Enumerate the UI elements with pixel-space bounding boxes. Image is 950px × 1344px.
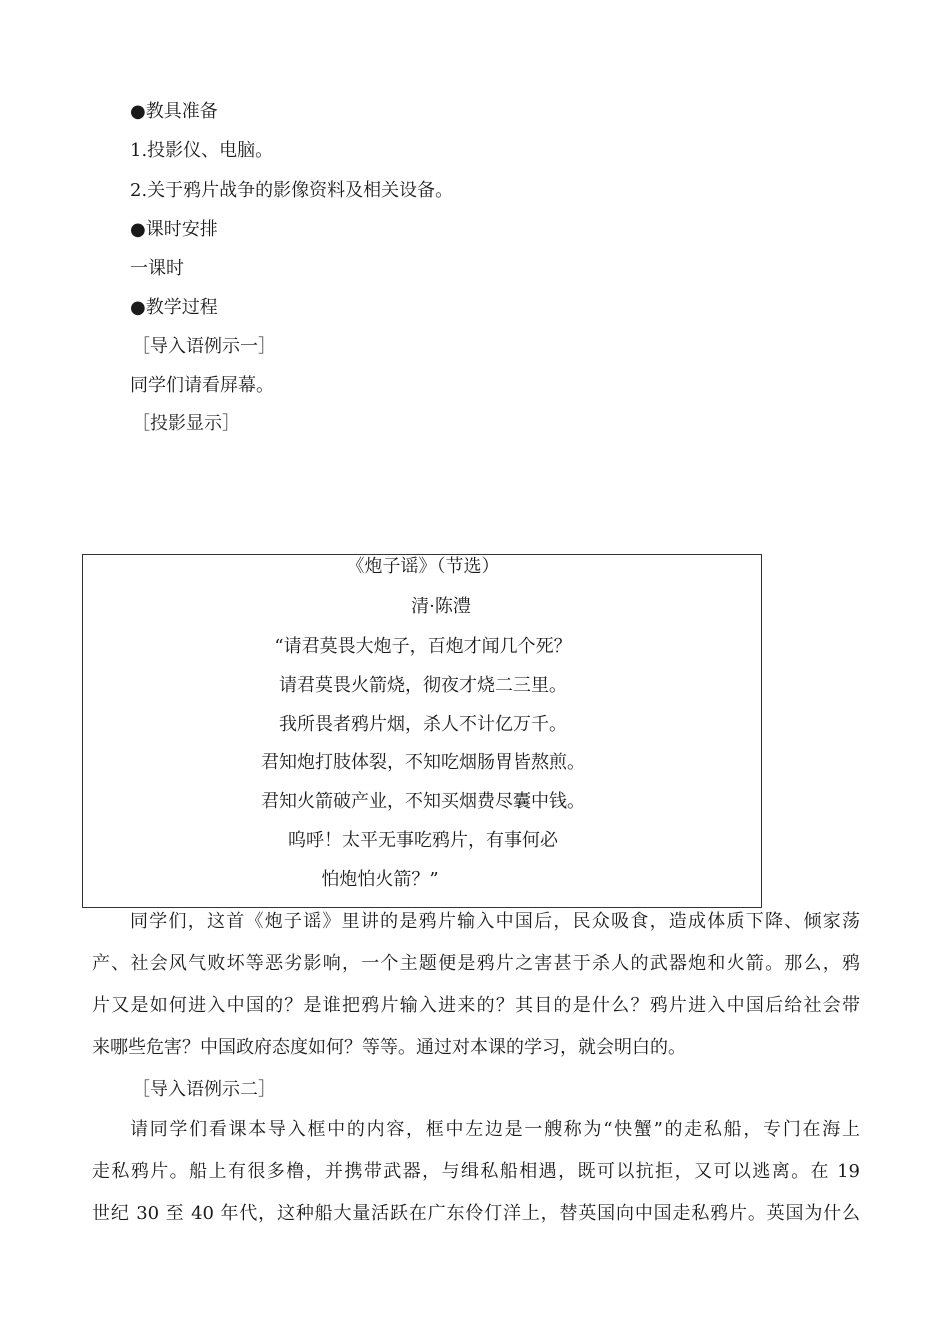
paragraph-line: 走私鸦片。船上有很多橹，并携带武器，与缉私船相遇，既可以抗拒，又可以逃离。在 19	[92, 1161, 860, 1182]
poem-line: 怕炮怕火箭？”	[321, 869, 439, 890]
schedule-heading: ●课时安排	[130, 219, 218, 240]
intro-example-1-label: ［导入语例示一］	[132, 336, 276, 357]
paragraph-line: 来哪些危害？中国政府态度如何？等等。通过对本课的学习，就会明白的。	[92, 1037, 686, 1058]
paragraph-line: 请同学们看课本导入框中的内容，框中左边是一艘称为“快蟹”的走私船，专门在海上	[130, 1119, 860, 1140]
teaching-aids-heading: ●教具准备	[130, 101, 218, 122]
paragraph-1	[92, 910, 860, 1078]
teaching-aids-item-2: 2.关于鸦片战争的影像资料及相关设备。	[130, 180, 454, 201]
intro-example-1-text: 同学们请看屏幕。	[130, 375, 274, 396]
poem-line: 我所畏者鸦片烟，杀人不计亿万千。	[279, 714, 567, 735]
poem-line: 请君莫畏火箭烧，彻夜才烧二三里。	[279, 675, 567, 696]
poem-title: 《炮子谣》（节选）	[346, 556, 500, 577]
projection-label: ［投影显示］	[132, 413, 240, 434]
schedule-value: 一课时	[130, 258, 184, 279]
poem-line: 君知炮打肢体裂，不知吃烟肠胃皆熬煎。	[261, 752, 585, 773]
paragraph-line: 产、社会风气败坏等恶劣影响，一个主题便是鸦片之害甚于杀人的武器炮和火箭。那么，鸦	[92, 953, 860, 974]
intro-example-2-label: ［导入语例示二］	[132, 1079, 276, 1100]
poem-line: 君知火箭破产业，不知买烟费尽囊中钱。	[261, 791, 585, 812]
poem-line: “请君莫畏大炮子，百炮才闻几个死？	[274, 636, 572, 657]
paragraph-line: 同学们，这首《炮子谣》里讲的是鸦片输入中国后，民众吸食，造成体质下降、倾家荡	[130, 911, 860, 932]
paragraph-2	[92, 1118, 860, 1244]
poem-box	[82, 554, 762, 908]
poem-line: 呜呼！太平无事吃鸦片，有事何必	[288, 830, 558, 851]
paragraph-line: 世纪 30 至 40 年代，这种船大量活跃在广东伶仃洋上，替英国向中国走私鸦片。英国为什么	[92, 1203, 860, 1224]
paragraph-line: 片又是如何进入中国的？是谁把鸦片输入进来的？其目的是什么？鸦片进入中国后给社会带	[92, 995, 860, 1016]
teaching-aids-item-1: 1.投影仪、电脑。	[130, 140, 274, 161]
poem-author: 清·陈澧	[411, 596, 471, 617]
process-heading: ●教学过程	[130, 297, 218, 318]
